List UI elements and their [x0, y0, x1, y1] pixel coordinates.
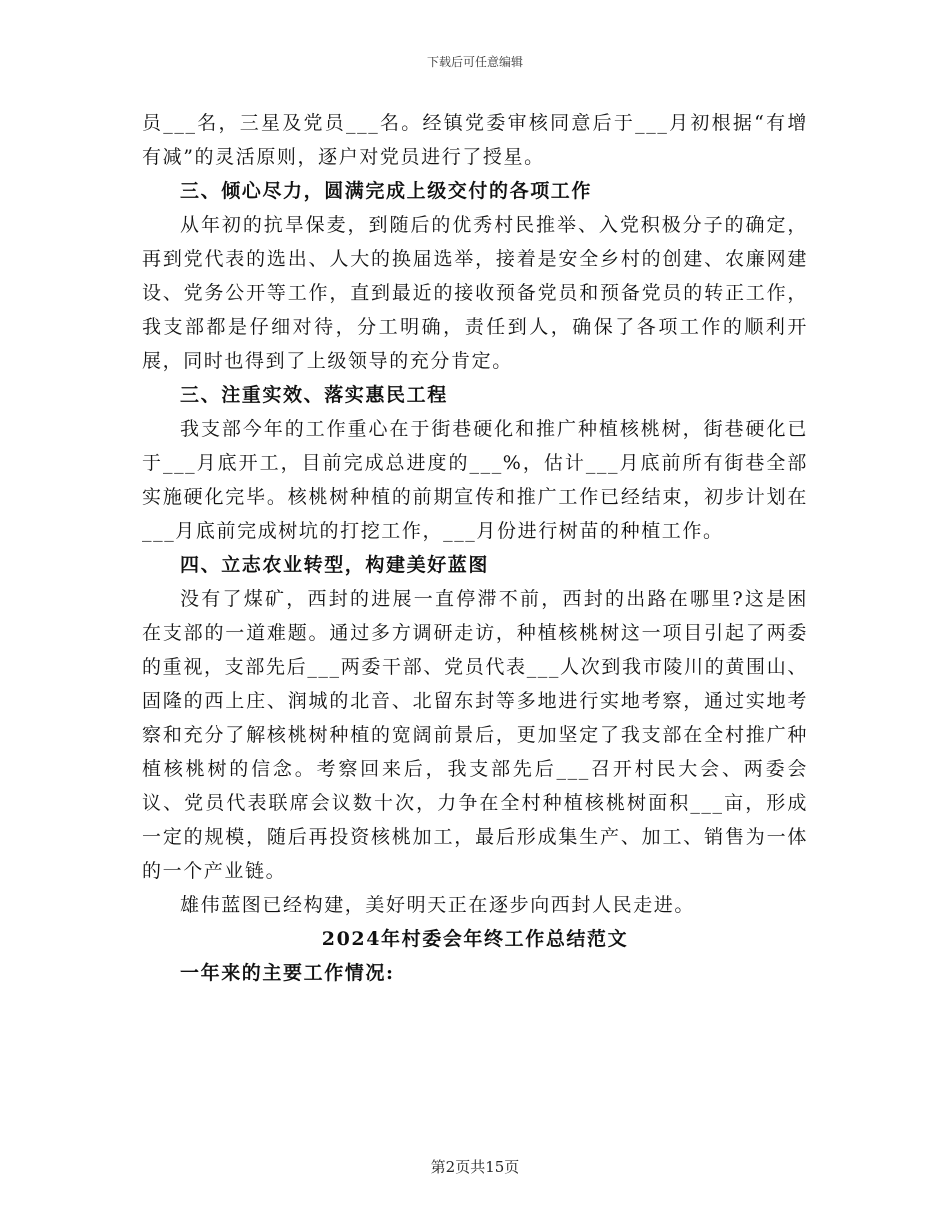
section-heading: 一年来的主要工作情况: — [180, 962, 395, 984]
section-heading: 三、注重实效、落实惠民工程 — [180, 384, 448, 406]
paragraph-continuation: 员___名，三星及党员___名。经镇党委审核同意后于___月初根据“有增有减”的灵活原则，逐户对党员进行了授星。 — [142, 112, 808, 168]
section-heading: 四、立志农业转型，构建美好蓝图 — [180, 554, 490, 576]
paragraph: 没有了煤矿，西封的进展一直停滞不前，西封的出路在哪里?这是困在支部的一道难题。通过多方调研走访，种植核桃树这一项目引起了两委的重视，支部先后___两委干部、党员代表___人次到我市陵川的黄围山、固隆的西上庄、润城的北音、北留东封等多地进行实地考察，通过实地考察和充分了解核桃树种植的宽阔前景后，更加坚定了我支部在全村推广种植核桃树的信念。考察回来后，我支部先后___召开村民大会、两委会议、党员代表联席会议数十次，力争在全村种植核桃树面积___亩，形成一定的规模，随后再投资核桃加工，最后形成集生产、加工、销售为一体的一个产业链。 — [142, 588, 808, 882]
paragraph: 雄伟蓝图已经构建，美好明天正在逐步向西封人民走进。 — [180, 894, 696, 916]
document-title: 2024年村委会年终工作总结范文 — [321, 928, 629, 950]
paragraph: 我支部今年的工作重心在于街巷硬化和推广种植核桃树，街巷硬化已于___月底开工，目前完成总进度的___%，估计___月底前所有街巷全部实施硬化完毕。核桃树种植的前期宣传和推广工作已经结束，初步计划在___月底前完成树坑的打挖工作，___月份进行树苗的种植工作。 — [142, 418, 808, 542]
section-heading: 三、倾心尽力，圆满完成上级交付的各项工作 — [180, 180, 593, 202]
document-body — [142, 106, 808, 990]
page-footer: 第2页共15页 — [430, 1158, 520, 1176]
paragraph: 从年初的抗旱保麦，到随后的优秀村民推举、入党积极分子的确定，再到党代表的选出、人大的换届选举，接着是安全乡村的创建、农廉网建设、党务公开等工作，直到最近的接收预备党员和预备党员的转正工作，我支部都是仔细对待，分工明确，责任到人，确保了各项工作的顺利开展，同时也得到了上级领导的充分肯定。 — [142, 214, 808, 372]
page-header: 下载后可任意编辑 — [426, 55, 523, 69]
